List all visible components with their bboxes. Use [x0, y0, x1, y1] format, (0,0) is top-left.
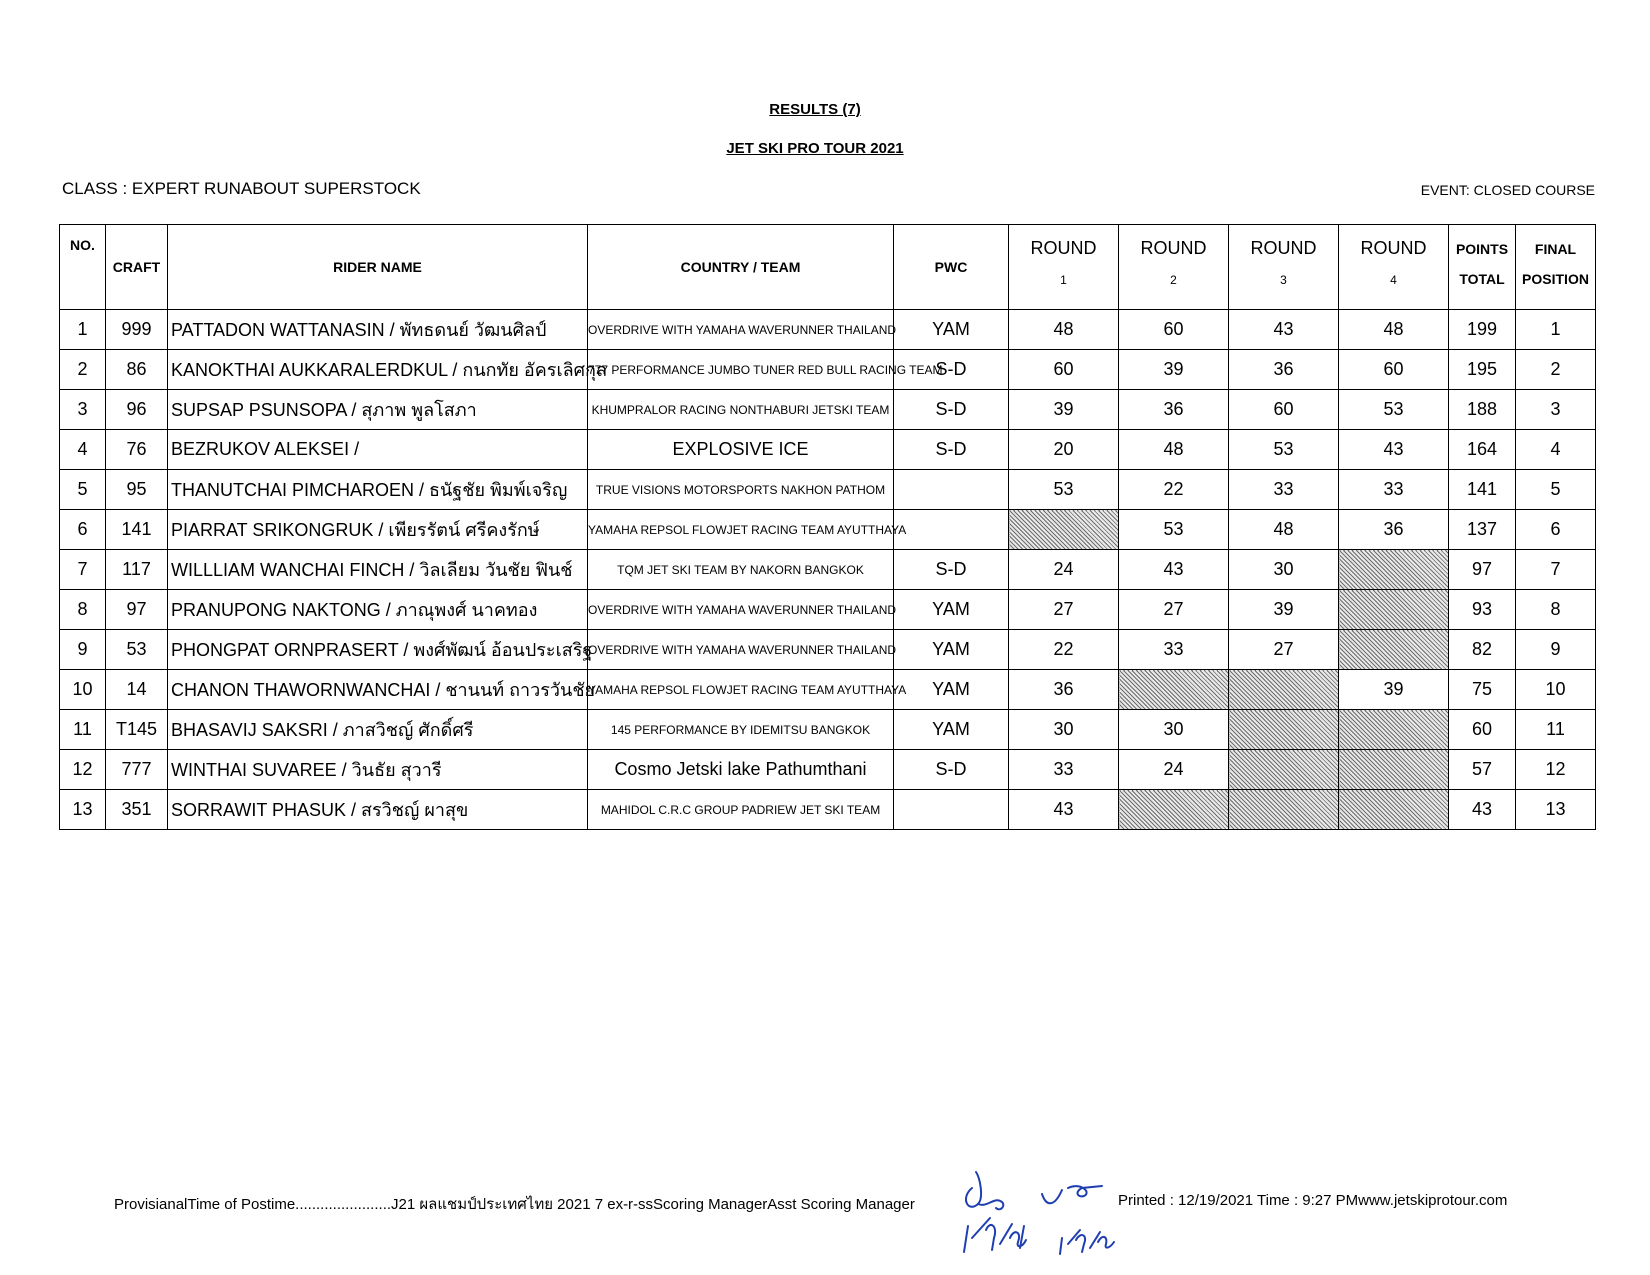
- craft-number: 351: [106, 790, 168, 830]
- rider-name: SUPSAP PSUNSOPA / สุภาพ พูลโสภา: [168, 390, 588, 430]
- table-row: [60, 430, 1596, 470]
- rider-name: THANUTCHAI PIMCHAROEN / ธนัฐชัย พิมพ์เจริญ: [168, 470, 588, 510]
- round-4-score-blank: [1339, 630, 1449, 670]
- round-4-score: 60: [1339, 350, 1449, 390]
- rider-name: BEZRUKOV ALEKSEI /: [168, 430, 588, 470]
- rider-name: PRANUPONG NAKTONG / ภาณุพงศ์ นาคทอง: [168, 590, 588, 630]
- round-4-score-blank: [1339, 710, 1449, 750]
- col-no: NO.: [60, 225, 106, 310]
- round-3-score-blank: [1229, 670, 1339, 710]
- pwc-brand: S-D: [894, 350, 1009, 390]
- class-label: CLASS : EXPERT RUNABOUT SUPERSTOCK: [62, 179, 421, 198]
- round-1-score: 60: [1009, 350, 1119, 390]
- round-1-score: 30: [1009, 710, 1119, 750]
- round-label: ROUND: [1250, 237, 1317, 258]
- final-position: 9: [1516, 630, 1596, 670]
- event-label: EVENT: CLOSED COURSE: [1420, 182, 1595, 198]
- round-4-score: 43: [1339, 430, 1449, 470]
- rider-name: WINTHAI SUVAREE / วินธัย สุวารี: [168, 750, 588, 790]
- country-team: KHUMPRALOR RACING NONTHABURI JETSKI TEAM: [588, 390, 894, 430]
- points-total: 137: [1449, 510, 1516, 550]
- tour-subtitle: JET SKI PRO TOUR 2021: [726, 140, 904, 157]
- points-total: 75: [1449, 670, 1516, 710]
- final-position: 1: [1516, 310, 1596, 350]
- row-number: 13: [60, 790, 106, 830]
- rider-name: WILLLIAM WANCHAI FINCH / วิลเลียม วันชัย ฟินช์: [168, 550, 588, 590]
- row-number: 3: [60, 390, 106, 430]
- round-3-score: 36: [1229, 350, 1339, 390]
- row-number: 8: [60, 590, 106, 630]
- round-number: 4: [1390, 272, 1397, 287]
- rider-name: CHANON THAWORNWANCHAI / ชานนท์ ถาวรวันชัย: [168, 670, 588, 710]
- country-team: 145 PERFORMANCE BY IDEMITSU BANGKOK: [588, 710, 894, 750]
- footer-text: ProvisianalTime of Postime.......................J21 ผลแชมป์ประเทศไทย 2021 7 ex-r-ssScoring ManagerAsst Scoring Manager: [114, 1196, 915, 1213]
- round-4-score-blank: [1339, 550, 1449, 590]
- final-position: 12: [1516, 750, 1596, 790]
- round-3-score-blank: [1229, 750, 1339, 790]
- round-2-score: 48: [1119, 430, 1229, 470]
- row-number: 10: [60, 670, 106, 710]
- pwc-brand: S-D: [894, 430, 1009, 470]
- final-position: 6: [1516, 510, 1596, 550]
- round-2-score-blank: [1119, 790, 1229, 830]
- round-3-score: 60: [1229, 390, 1339, 430]
- round-4-score: 53: [1339, 390, 1449, 430]
- country-team: YAMAHA REPSOL FLOWJET RACING TEAM AYUTTHAYA: [588, 670, 894, 710]
- round-3-score-blank: [1229, 710, 1339, 750]
- total-label: TOTAL: [1459, 271, 1505, 287]
- country-team: MAHIDOL C.R.C GROUP PADRIEW JET SKI TEAM: [588, 790, 894, 830]
- round-4-score: 36: [1339, 510, 1449, 550]
- results-title: RESULTS (7): [769, 101, 861, 118]
- country-team: 777 PERFORMANCE JUMBO TUNER RED BULL RACING TEAM: [588, 350, 894, 390]
- rider-name: PATTADON WATTANASIN / พัทธดนย์ วัฒนศิลป์: [168, 310, 588, 350]
- round-3-score-blank: [1229, 790, 1339, 830]
- row-number: 2: [60, 350, 106, 390]
- pwc-brand: YAM: [894, 710, 1009, 750]
- craft-number: 97: [106, 590, 168, 630]
- round-3-score: 33: [1229, 470, 1339, 510]
- round-1-score: 33: [1009, 750, 1119, 790]
- rider-name: KANOKTHAI AUKKARALERDKUL / กนกทัย อัครเลิศกุล: [168, 350, 588, 390]
- pwc-brand: S-D: [894, 550, 1009, 590]
- final-position: 3: [1516, 390, 1596, 430]
- pwc-brand: YAM: [894, 310, 1009, 350]
- points-total: 60: [1449, 710, 1516, 750]
- points-total: 199: [1449, 310, 1516, 350]
- round-2-score: 33: [1119, 630, 1229, 670]
- table-row: [60, 550, 1596, 590]
- round-1-score: 53: [1009, 470, 1119, 510]
- points-total: 97: [1449, 550, 1516, 590]
- country-team: TRUE VISIONS MOTORSPORTS NAKHON PATHOM: [588, 470, 894, 510]
- country-team: EXPLOSIVE ICE: [588, 430, 894, 470]
- pwc-brand: YAM: [894, 670, 1009, 710]
- round-4-score-blank: [1339, 590, 1449, 630]
- pwc-brand: S-D: [894, 750, 1009, 790]
- round-3-score: 39: [1229, 590, 1339, 630]
- round-3-score: 43: [1229, 310, 1339, 350]
- round-1-score: 36: [1009, 670, 1119, 710]
- row-number: 4: [60, 430, 106, 470]
- rider-name: SORRAWIT PHASUK / สรวิชญ์ ผาสุข: [168, 790, 588, 830]
- round-2-score: 39: [1119, 350, 1229, 390]
- points-label: POINTS: [1455, 241, 1509, 257]
- pwc-brand: [894, 510, 1009, 550]
- points-total: 195: [1449, 350, 1516, 390]
- final-position: 7: [1516, 550, 1596, 590]
- round-2-score: 24: [1119, 750, 1229, 790]
- round-2-score: 60: [1119, 310, 1229, 350]
- final-position: 8: [1516, 590, 1596, 630]
- round-label: ROUND: [1140, 237, 1207, 258]
- points-total: 43: [1449, 790, 1516, 830]
- round-2-score: 53: [1119, 510, 1229, 550]
- round-1-score-blank: [1009, 510, 1119, 550]
- round-2-score-blank: [1119, 670, 1229, 710]
- final-position: 13: [1516, 790, 1596, 830]
- round-1-score: 22: [1009, 630, 1119, 670]
- craft-number: 14: [106, 670, 168, 710]
- round-1-score: 48: [1009, 310, 1119, 350]
- craft-number: 96: [106, 390, 168, 430]
- row-number: 5: [60, 470, 106, 510]
- round-number: 1: [1060, 272, 1067, 287]
- round-2-score: 30: [1119, 710, 1229, 750]
- round-2-score: 27: [1119, 590, 1229, 630]
- points-total: 82: [1449, 630, 1516, 670]
- round-1-score: 20: [1009, 430, 1119, 470]
- table-row: [60, 510, 1596, 550]
- round-3-score: 48: [1229, 510, 1339, 550]
- points-total: 188: [1449, 390, 1516, 430]
- round-2-score: 36: [1119, 390, 1229, 430]
- col-rider: RIDER NAME: [168, 225, 588, 310]
- country-team: TQM JET SKI TEAM BY NAKORN BANGKOK: [588, 550, 894, 590]
- rider-name: BHASAVIJ SAKSRI / ภาสวิชญ์ ศักดิ์ศรี: [168, 710, 588, 750]
- round-label: ROUND: [1360, 237, 1427, 258]
- country-team: OVERDRIVE WITH YAMAHA WAVERUNNER THAILAND: [588, 310, 894, 350]
- points-total: 93: [1449, 590, 1516, 630]
- row-number: 6: [60, 510, 106, 550]
- final-label: FINAL: [1534, 241, 1577, 257]
- row-number: 12: [60, 750, 106, 790]
- table-row: [60, 390, 1596, 430]
- printed-timestamp: Printed : 12/19/2021 Time : 9:27 PMwww.jetskiprotour.com: [1118, 1192, 1508, 1209]
- craft-number: T145: [106, 710, 168, 750]
- round-1-score: 27: [1009, 590, 1119, 630]
- round-4-score: 48: [1339, 310, 1449, 350]
- craft-number: 95: [106, 470, 168, 510]
- table-row: [60, 590, 1596, 630]
- craft-number: 117: [106, 550, 168, 590]
- round-number: 2: [1170, 272, 1177, 287]
- country-team: Cosmo Jetski lake Pathumthani: [588, 750, 894, 790]
- points-total: 57: [1449, 750, 1516, 790]
- craft-number: 777: [106, 750, 168, 790]
- round-1-score: 43: [1009, 790, 1119, 830]
- round-1-score: 24: [1009, 550, 1119, 590]
- round-1-score: 39: [1009, 390, 1119, 430]
- row-number: 11: [60, 710, 106, 750]
- final-position: 11: [1516, 710, 1596, 750]
- round-number: 3: [1280, 272, 1287, 287]
- country-team: OVERDRIVE WITH YAMAHA WAVERUNNER THAILAND: [588, 630, 894, 670]
- table-row: [60, 790, 1596, 830]
- table-row: [60, 670, 1596, 710]
- table-row: [60, 350, 1596, 390]
- pwc-brand: S-D: [894, 390, 1009, 430]
- country-team: YAMAHA REPSOL FLOWJET RACING TEAM AYUTTHAYA: [588, 510, 894, 550]
- table-row: [60, 630, 1596, 670]
- table-row: [60, 470, 1596, 510]
- round-label: ROUND: [1030, 237, 1097, 258]
- craft-number: 86: [106, 350, 168, 390]
- col-round-3: [1229, 225, 1339, 310]
- round-3-score: 30: [1229, 550, 1339, 590]
- col-pwc: PWC: [894, 225, 1009, 310]
- round-3-score: 27: [1229, 630, 1339, 670]
- final-position: 5: [1516, 470, 1596, 510]
- table-row: [60, 750, 1596, 790]
- pwc-brand: YAM: [894, 590, 1009, 630]
- pwc-brand: YAM: [894, 630, 1009, 670]
- round-3-score: 53: [1229, 430, 1339, 470]
- round-4-score: 39: [1339, 670, 1449, 710]
- col-points-total: [1449, 225, 1516, 310]
- table-row: [60, 310, 1596, 350]
- header-row: [60, 225, 1596, 310]
- col-team: COUNTRY / TEAM: [588, 225, 894, 310]
- signature-image: [950, 1168, 1150, 1258]
- table-row: [60, 710, 1596, 750]
- craft-number: 999: [106, 310, 168, 350]
- results-table: [59, 224, 1596, 830]
- final-position: 2: [1516, 350, 1596, 390]
- final-position: 4: [1516, 430, 1596, 470]
- round-2-score: 22: [1119, 470, 1229, 510]
- points-total: 141: [1449, 470, 1516, 510]
- row-number: 9: [60, 630, 106, 670]
- pwc-brand: [894, 470, 1009, 510]
- row-number: 1: [60, 310, 106, 350]
- craft-number: 53: [106, 630, 168, 670]
- rider-name: PIARRAT SRIKONGRUK / เพียรรัตน์ ศรีคงรักษ์: [168, 510, 588, 550]
- round-4-score-blank: [1339, 750, 1449, 790]
- final-position: 10: [1516, 670, 1596, 710]
- points-total: 164: [1449, 430, 1516, 470]
- col-craft: CRAFT: [106, 225, 168, 310]
- col-round-4: [1339, 225, 1449, 310]
- craft-number: 141: [106, 510, 168, 550]
- rider-name: PHONGPAT ORNPRASERT / พงศ์พัฒน์ อ้อนประเสริฐ: [168, 630, 588, 670]
- craft-number: 76: [106, 430, 168, 470]
- round-4-score: 33: [1339, 470, 1449, 510]
- col-round-1: [1009, 225, 1119, 310]
- round-2-score: 43: [1119, 550, 1229, 590]
- row-number: 7: [60, 550, 106, 590]
- col-round-2: [1119, 225, 1229, 310]
- pwc-brand: [894, 790, 1009, 830]
- round-4-score-blank: [1339, 790, 1449, 830]
- col-final-position: [1516, 225, 1596, 310]
- country-team: OVERDRIVE WITH YAMAHA WAVERUNNER THAILAND: [588, 590, 894, 630]
- position-label: POSITION: [1522, 271, 1589, 287]
